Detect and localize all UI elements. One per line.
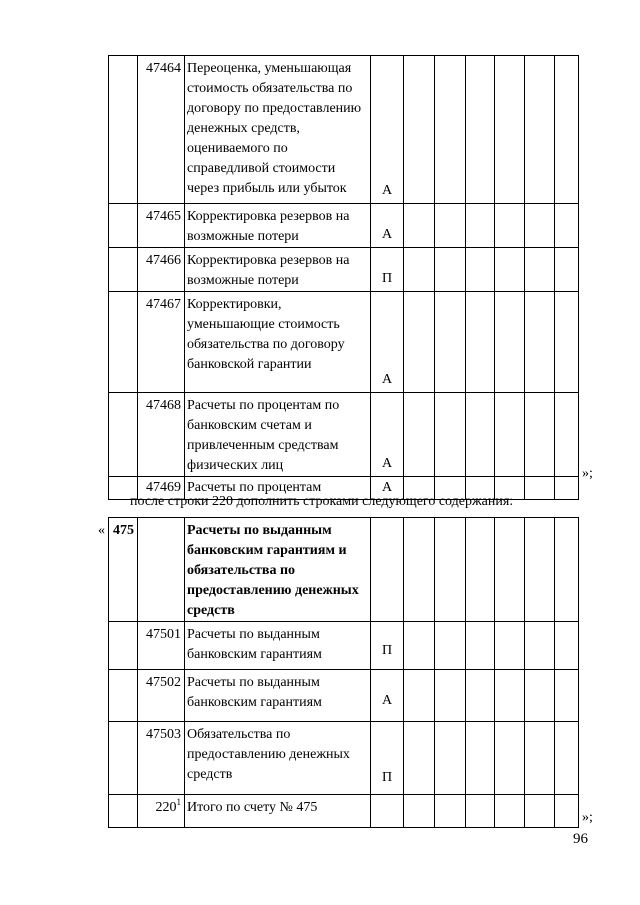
closing-quote-2: »;	[582, 810, 593, 825]
row-number-cell	[109, 622, 138, 670]
account-number: 47465	[138, 204, 185, 248]
account-name: Корректировки, уменьшающие стоимость обязательства по договору банковской гарантии	[185, 292, 371, 393]
table-row	[109, 56, 579, 204]
account-name: Корректировка резервов на возможные потери	[185, 204, 371, 248]
account-type: А	[371, 292, 404, 393]
account-number	[138, 518, 185, 622]
account-number: 47467	[138, 292, 185, 393]
account-number: 47468	[138, 393, 185, 477]
table-row	[109, 204, 579, 248]
account-name: Обязательства по предоставлению денежных средств	[185, 722, 371, 795]
account-number: 47501	[138, 622, 185, 670]
account-number: 47503	[138, 722, 185, 795]
table-row	[109, 393, 579, 477]
table-row	[109, 795, 579, 828]
account-name: Расчеты по процентам по банковским счетам и привлеченным средствам физических лиц	[185, 393, 371, 477]
account-type	[371, 795, 404, 828]
account-type: А	[371, 670, 404, 722]
account-type	[371, 518, 404, 622]
account-number-base: 220	[155, 800, 177, 815]
account-name: Переоценка, уменьшающая стоимость обязательства по договору по предоставлению денежных средств, оцениваемого по справедливой стоимости через прибыль или убыток	[185, 56, 371, 204]
account-number	[138, 795, 185, 828]
row-number-cell	[109, 393, 138, 477]
account-name: Расчеты по процентам	[185, 477, 371, 500]
account-number: 47469	[138, 477, 185, 500]
account-name: Итого по счету № 475	[185, 795, 371, 828]
account-number: 47502	[138, 670, 185, 722]
account-number: 47464	[138, 56, 185, 204]
table-row	[109, 722, 579, 795]
account-type: А	[371, 393, 404, 477]
row-number-cell	[109, 292, 138, 393]
accounts-table-new-rows	[108, 517, 579, 828]
account-type: А	[371, 56, 404, 204]
row-number-cell	[109, 722, 138, 795]
row-number-cell	[109, 248, 138, 292]
account-type: П	[371, 722, 404, 795]
accounts-table-continued	[108, 55, 579, 500]
table-row	[109, 248, 579, 292]
section-title: Расчеты по выданным банковским гарантиям и обязательства по предоставлению денежных средств	[185, 518, 371, 622]
opening-quote: «	[98, 523, 105, 538]
account-name: Расчеты по выданным банковским гарантиям	[185, 670, 371, 722]
instruction-text: после строки 220 дополнить строками следующего содержания:	[130, 494, 514, 509]
account-type: А	[371, 204, 404, 248]
account-number-superscript: 1	[176, 797, 181, 807]
row-number-cell	[109, 204, 138, 248]
section-number: 475	[109, 518, 138, 622]
account-type: А	[371, 477, 404, 500]
table-row	[109, 518, 579, 622]
closing-quote-1: »;	[582, 466, 593, 481]
table-row	[109, 292, 579, 393]
page-number: 96	[573, 831, 588, 847]
account-name: Расчеты по выданным банковским гарантиям	[185, 622, 371, 670]
table-row	[109, 622, 579, 670]
row-number-cell	[109, 56, 138, 204]
row-number-cell	[109, 795, 138, 828]
account-type: П	[371, 248, 404, 292]
account-type: П	[371, 622, 404, 670]
table-row	[109, 670, 579, 722]
account-name: Корректировка резервов на возможные потери	[185, 248, 371, 292]
row-number-cell	[109, 670, 138, 722]
account-number: 47466	[138, 248, 185, 292]
